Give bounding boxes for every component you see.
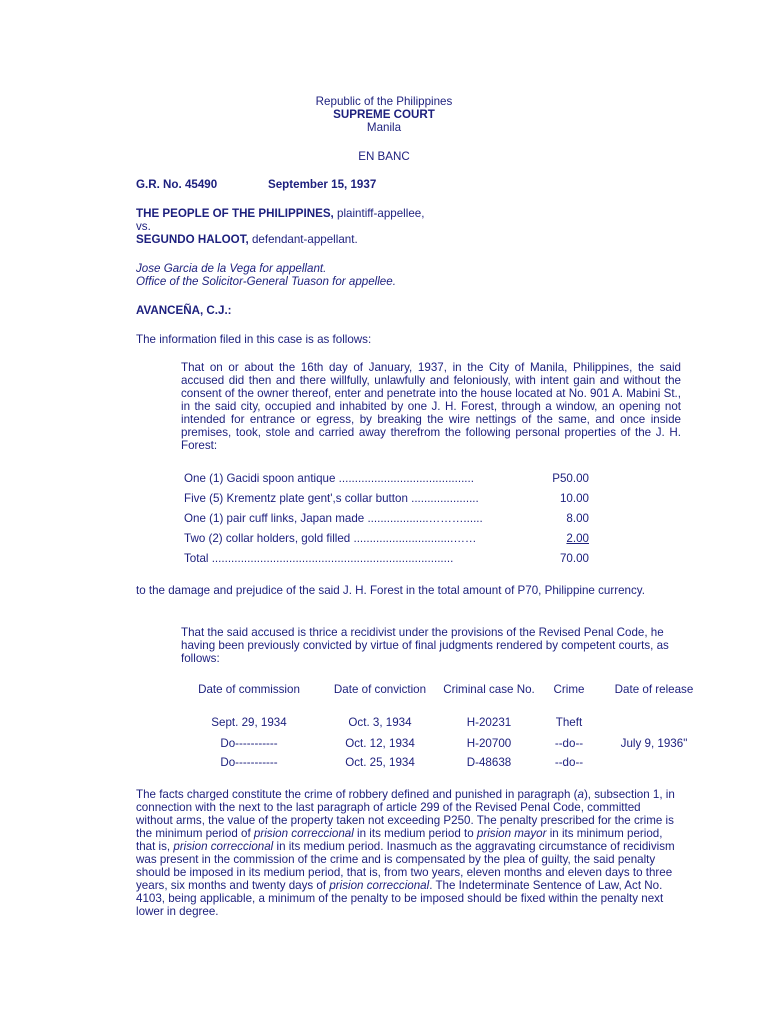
facts-text: ), subsection 1, in connection with the next to the last paragraph of article 299 of the Revised Penal Code, committed without arms, the value of the property taken not exceeding P250. The penalty prescribed for the crime is the minimum period of [136, 788, 675, 840]
facts-text-italic: prision mayor [476, 827, 547, 840]
total-label: Total ........................................................................... [184, 552, 454, 565]
property-item [184, 492, 594, 506]
facts-paragraph [136, 788, 676, 918]
item-amount: 8.00 [566, 512, 589, 525]
counsel-appellee: Office of the Solicitor-General Tuason for appellee. [136, 275, 396, 288]
total-amount: 70.00 [559, 552, 589, 565]
table-header: Crime [553, 683, 585, 696]
item-amount: P50.00 [552, 472, 589, 485]
table-cell: Oct. 12, 1934 [345, 737, 415, 750]
facts-text: in its medium period to [353, 827, 477, 840]
defendant-line [136, 233, 358, 246]
table-header: Criminal case No. [443, 683, 535, 696]
table-header: Date of commission [198, 683, 300, 696]
plaintiff-line [136, 207, 424, 220]
counsel-appellant: Jose Garcia de la Vega for appellant. [136, 262, 327, 275]
intro-paragraph: The information filed in this case is as follows: [136, 333, 372, 346]
table-cell: H-20700 [466, 737, 512, 750]
case-number: G.R. No. 45490 [136, 178, 218, 191]
division-label: EN BANC [358, 150, 410, 163]
item-label: One (1) pair cuff links, Japan made ...................………...... [184, 512, 483, 525]
table-cell: Theft [555, 716, 583, 729]
versus-label: vs. [136, 220, 151, 233]
plaintiff-role: plaintiff-appellee, [333, 207, 425, 220]
republic-line: Republic of the Philippines [315, 95, 453, 108]
ponente: AVANCEÑA, C.J.: [136, 304, 232, 317]
table-cell: July 9, 1936" [620, 737, 688, 750]
facts-text: in its medium period. Inasmuch as the aggravating circumstance of recidivism was present in the commission of the crime and is compensated by the plea of guilty, the said penalty should be imposed in its medium period, that is, from two years, eleven months and eleven days to three years, six months and twenty days of [136, 840, 675, 892]
facts-text-italic: prision correccional [173, 840, 274, 853]
information-quote: That on or about the 16th day of January, 1937, in the City of Manila, Philippines, the said accused did then and there willfully, unlawfully and feloniously, with intent gain and without the consent of the owner thereof, enter and penetrate into the house located at No. 901 A. Mabini St., in the said city, occupied and inhabited by one J. H. Forest, through a window, an opening not intended for entrance or egress, by breaking the wire nettings of the same, and once inside premises, took, stole and carried away therefrom the following personal properties of the J. H. Forest: [181, 361, 681, 452]
property-item [184, 472, 594, 486]
decision-date: September 15, 1937 [268, 178, 377, 191]
table-header: Date of release [614, 683, 694, 696]
table-cell: Do----------- [220, 737, 278, 750]
defendant-role: defendant-appellant. [248, 233, 358, 246]
table-cell: Oct. 25, 1934 [345, 756, 415, 769]
item-amount: 2.00 [566, 532, 589, 545]
property-item [184, 512, 594, 526]
facts-text: . The Indeterminate Sentence of Law, Act No. 4103, being applicable, a minimum of the penalty to be imposed should be fixed within the penalty next lower in degree. [136, 879, 664, 918]
item-label: One (1) Gacidi spoon antique .......................................... [184, 472, 474, 485]
recidivist-quote: That the said accused is thrice a recidivist under the provisions of the Revised Penal Code, he having been previously convicted by virtue of final judgments rendered by competent courts, as follows: [181, 626, 669, 665]
plaintiff-name: THE PEOPLE OF THE PHILIPPINES, [136, 207, 334, 220]
damage-paragraph: to the damage and prejudice of the said J. H. Forest in the total amount of P70, Philippine currency. [136, 584, 645, 597]
facts-text-italic: prision correccional [329, 879, 430, 892]
court-name: SUPREME COURT [333, 108, 435, 121]
table-cell: H-20231 [466, 716, 512, 729]
table-cell: Oct. 3, 1934 [348, 716, 412, 729]
property-total [184, 552, 594, 566]
table-cell: --do-- [554, 756, 584, 769]
table-header: Date of conviction [333, 683, 427, 696]
facts-text: The facts charged constitute the crime of robbery defined and punished in paragraph ( [136, 788, 578, 801]
facts-text-italic: a [577, 788, 584, 801]
property-item [184, 532, 594, 546]
table-cell: Do----------- [220, 756, 278, 769]
item-label: Two (2) collar holders, gold filled ...............................…… [184, 532, 477, 545]
item-amount: 10.00 [559, 492, 589, 505]
table-cell: D-48638 [466, 756, 512, 769]
court-city: Manila [366, 121, 402, 134]
table-cell: Sept. 29, 1934 [211, 716, 287, 729]
table-cell: --do-- [554, 737, 584, 750]
convictions-table [180, 683, 710, 783]
facts-text-italic: prision correccional [253, 827, 354, 840]
item-label: Five (5) Krementz plate gent',s collar button ..................... [184, 492, 479, 505]
facts-text: in its minimum period, that is, [136, 827, 663, 853]
defendant-name: SEGUNDO HALOOT, [136, 233, 249, 246]
